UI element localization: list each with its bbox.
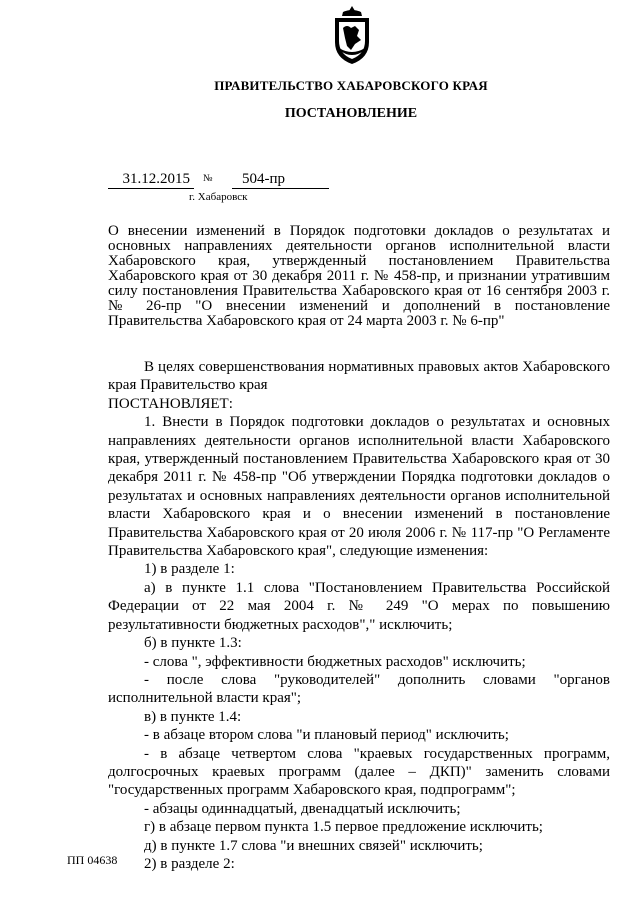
item-1e: д) в пункте 1.7 слова "и внешних связей" исключить; — [144, 837, 483, 854]
item-1c: в) в пункте 1.4: — [144, 708, 242, 725]
preamble: В целях совершенствования нормативных правовых актов Хабаровского края Правительство края — [108, 359, 610, 394]
item-1a: а) в пункте 1.1 слова "Постановлением Правительства Российской Федерации от 22 мая 2004 г. № 249 "О мерах по повышению результативности бюджетных расходов"," исключить; — [108, 579, 610, 633]
document-body — [108, 358, 610, 873]
footer-code: ПП 04638 — [67, 853, 118, 867]
subject-text: О внесении изменений в Порядок подготовки докладов о результатах и основных направлениях деятельности органов исполнительной власти Хабаровского края, утвержденный постановлением Правительства Хабаровского края от 30 декабря 2011 г. № 458-пр, и признании утратившим силу постановления Правительства Хабаровского края от 16 сентября 2003 г. № 26-пр "О внесении изменений и дополнений в постановление Правительства Хабаровского края от 24 марта 2003 г. № 6-пр" — [108, 223, 610, 329]
item-1d: г) в абзаце первом пункта 1.5 первое предложение исключить; — [144, 819, 543, 836]
section-2: 2) в разделе 2: — [144, 855, 235, 872]
government-name: ПРАВИТЕЛЬСТВО ХАБАРОВСКОГО КРАЯ — [214, 78, 488, 93]
item-1c-1: - в абзаце втором слова "и плановый период" исключить; — [144, 727, 509, 744]
document-city: г. Хабаровск — [189, 191, 248, 203]
document-number: 504-пр — [232, 171, 329, 189]
item-1b: б) в пункте 1.3: — [144, 635, 242, 652]
coat-of-arms-icon — [329, 4, 375, 66]
document-subject — [108, 224, 610, 329]
document-type: ПОСТАНОВЛЕНИЕ — [284, 106, 418, 121]
resolves-heading: ПОСТАНОВЛЯЕТ: — [108, 395, 233, 412]
item-1c-3: - абзацы одиннадцатый, двенадцатый исключить; — [144, 800, 461, 817]
section-1: 1) в разделе 1: — [144, 561, 235, 578]
item-1b-1: - слова ", эффективности бюджетных расходов" исключить; — [144, 653, 526, 670]
item-1b-2: - после слова "руководителей" дополнить словами "органов исполнительной власти края"; — [108, 671, 610, 707]
item-1: 1. Внести в Порядок подготовки докладов о результатах и основных направлениях деятельности органов исполнительной власти Хабаровского края, утвержденный постановлением Правительства Хабаровского края от 30 декабря 2011 г. № 458-пр "Об утверждении Порядка подготовки докладов о результатах и основных направлениях деятельности органов исполнительной власти Хабаровского края и о внесении изменений в постановление Правительства Хабаровского края от 20 июля 2006 г. № 117-пр "О Регламенте Правительства Хабаровского края", следующие изменения: — [108, 414, 610, 560]
document-date: 31.12.2015 — [108, 171, 194, 189]
item-1c-2: - в абзаце четвертом слова "краевых государственных программ, долгосрочных краевых программ (далее – ДКП)" заменить словами "государственных программ Хабаровского края, подпрограмм"; — [108, 745, 610, 799]
number-sign: № — [203, 173, 213, 184]
